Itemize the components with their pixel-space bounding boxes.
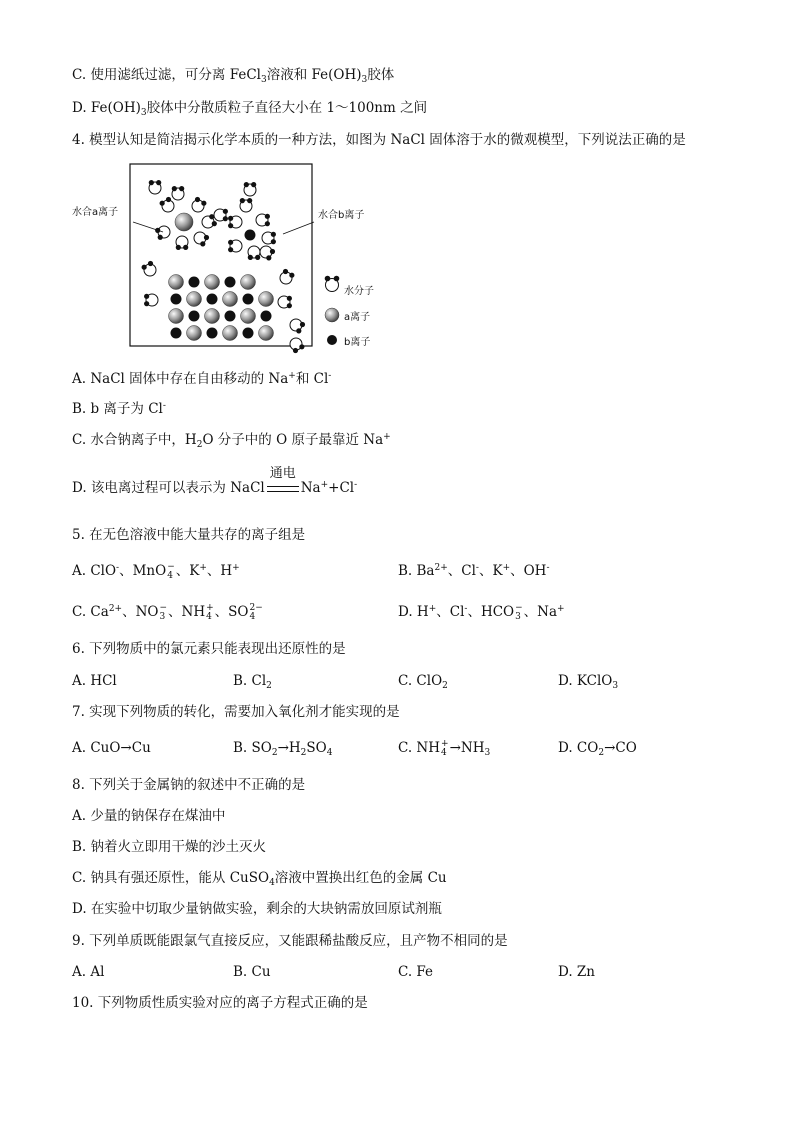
water-molecule xyxy=(172,186,185,200)
q8-option-c: C. 钠具有强还原性，能从 CuSO$_4$溶液中置换出红色的金属 Cu xyxy=(72,870,447,888)
a-ions xyxy=(169,213,274,341)
water-molecule xyxy=(244,182,257,196)
water-molecule xyxy=(228,216,242,229)
q9-option-b: B. Cu xyxy=(233,964,271,980)
water-molecule xyxy=(194,232,209,246)
q8-option-d: D. 在实验中切取少量钠做实验，剩余的大块钠需放回原试剂瓶 xyxy=(72,901,442,917)
legend-a: a离子 xyxy=(344,312,371,323)
a-ion xyxy=(259,292,274,307)
q9-option-c: C. Fe xyxy=(398,964,434,980)
q7-stem: 7. 实现下列物质的转化，需要加入氧化剂才能实现的是 xyxy=(72,704,400,720)
water-molecule xyxy=(240,198,253,212)
q6-stem: 6. 下列物质中的氯元素只能表现出还原性的是 xyxy=(72,641,346,657)
water-molecule xyxy=(228,240,242,253)
q5-option-b: B. $Ba^{2+}$、Cl-、K+、OH- xyxy=(398,563,550,579)
q4-option-a: A. NaCl 固体中存在自由移动的 Na+和 Cl- xyxy=(72,371,332,387)
a-ion xyxy=(241,275,256,290)
q7-option-d: D. $CO_2\to CO$ xyxy=(558,740,637,758)
b-ion xyxy=(189,277,200,288)
q6-option-c: C. ClO$_2$ xyxy=(398,673,448,691)
q6-option-b: B. $Cl_2$ xyxy=(233,673,272,691)
a-ion xyxy=(241,309,256,324)
water-molecule xyxy=(149,180,162,194)
a-ion xyxy=(259,326,274,341)
label-hydrated-b: 水合b离子 xyxy=(318,210,365,221)
q4-option-d: D. 该电离过程可以表示为 NaCl 通电 Na++Cl- xyxy=(72,466,358,496)
q3-option-c: C. 使用滤纸过滤，可分离 FeCl$_3$溶液和 $Fe(OH)_3$胶体 xyxy=(72,67,395,85)
b-ion xyxy=(189,311,200,322)
q4-stem: 4. 模型认知是简洁揭示化学本质的一种方法，如图为 NaCl 固体溶于水的微观模型，下列说法正确的是 xyxy=(72,132,686,148)
q10-stem: 10. 下列物质性质实验对应的离子方程式正确的是 xyxy=(72,995,368,1011)
b-ion xyxy=(243,294,254,305)
q9-stem: 9. 下列单质既能跟氯气直接反应，又能跟稀盐酸反应，且产物不相同的是 xyxy=(72,933,508,949)
q6-option-a: A. HCl xyxy=(72,673,117,689)
label-left-leader xyxy=(133,222,163,232)
a-ion xyxy=(169,275,184,290)
q9-option-a: A. Al xyxy=(72,964,105,980)
water-molecule xyxy=(176,236,189,250)
label-right-leader xyxy=(283,222,314,234)
a-ion xyxy=(223,326,238,341)
water-molecule xyxy=(214,209,228,222)
b-ion xyxy=(207,328,218,339)
q4-option-b: B. b 离子为 Cl- xyxy=(72,401,166,417)
water-molecule xyxy=(142,261,156,276)
b-ion xyxy=(225,311,236,322)
q5-option-d: D. H+、Cl-、HCO − 3 、Na+ xyxy=(398,602,565,622)
b-ion xyxy=(261,311,272,322)
q8-option-b: B. 钠着火立即用干燥的沙土灭火 xyxy=(72,839,267,855)
b-ion xyxy=(245,230,256,241)
label-hydrated-a: 水合a离子 xyxy=(72,207,119,218)
q7-option-c: C. NH + 4 $\to NH_3$ xyxy=(398,738,491,758)
a-ion xyxy=(187,326,202,341)
q3-option-d: D. $Fe(OH)_3$胶体中分散质粒子直径大小在 1～100nm 之间 xyxy=(72,100,428,118)
a-ion xyxy=(187,292,202,307)
water-molecule xyxy=(278,296,292,309)
legend-water: 水分子 xyxy=(344,286,374,297)
nacl-dissolution-diagram xyxy=(70,160,390,355)
q7-option-b: B. $SO_2\to H_2SO_4$ xyxy=(233,740,333,758)
water-molecule xyxy=(262,232,276,245)
water-molecule xyxy=(192,197,206,212)
b-ion xyxy=(243,328,254,339)
water-molecule xyxy=(160,197,174,212)
water-molecule xyxy=(155,226,170,240)
water-molecules xyxy=(142,180,306,353)
q8-option-a: A. 少量的钠保存在煤油中 xyxy=(72,808,226,824)
water-molecule xyxy=(290,319,305,333)
q6-option-d: D. KClO$_3$ xyxy=(558,673,619,691)
water-molecule xyxy=(144,294,158,307)
b-ion xyxy=(225,277,236,288)
q9-option-d: D. Zn xyxy=(558,964,595,980)
water-molecule xyxy=(260,246,275,260)
q5-option-a: A. ClO-、MnO − 4 、K+、H+ xyxy=(72,561,240,581)
q5-stem: 5. 在无色溶液中能大量共存的离子组是 xyxy=(72,527,306,543)
q5-option-c: C. $Ca^{2+}$、NO − 3 、NH + 4 、SO 2− 4 xyxy=(72,602,263,622)
a-ion xyxy=(169,309,184,324)
a-ion xyxy=(205,275,220,290)
b-ion xyxy=(171,328,182,339)
b-ion xyxy=(171,294,182,305)
water-molecule xyxy=(290,338,304,353)
legend-b: b离子 xyxy=(344,337,371,348)
q8-stem: 8. 下列关于金属钠的叙述中不正确的是 xyxy=(72,777,306,793)
a-ion xyxy=(223,292,238,307)
legend xyxy=(325,276,374,348)
a-ion xyxy=(205,309,220,324)
water-molecule xyxy=(256,214,270,227)
water-molecule xyxy=(280,269,294,284)
electrolysis-arrow: 通电 xyxy=(267,479,299,497)
b-ion xyxy=(207,294,218,305)
a-ion xyxy=(175,213,193,231)
q7-option-a: A. CuO→Cu xyxy=(72,740,151,756)
q4-option-c: C. 水合钠离子中，$H_2O$ 分子中的 O 原子最靠近 Na+ xyxy=(72,432,391,450)
water-molecule xyxy=(248,246,261,260)
